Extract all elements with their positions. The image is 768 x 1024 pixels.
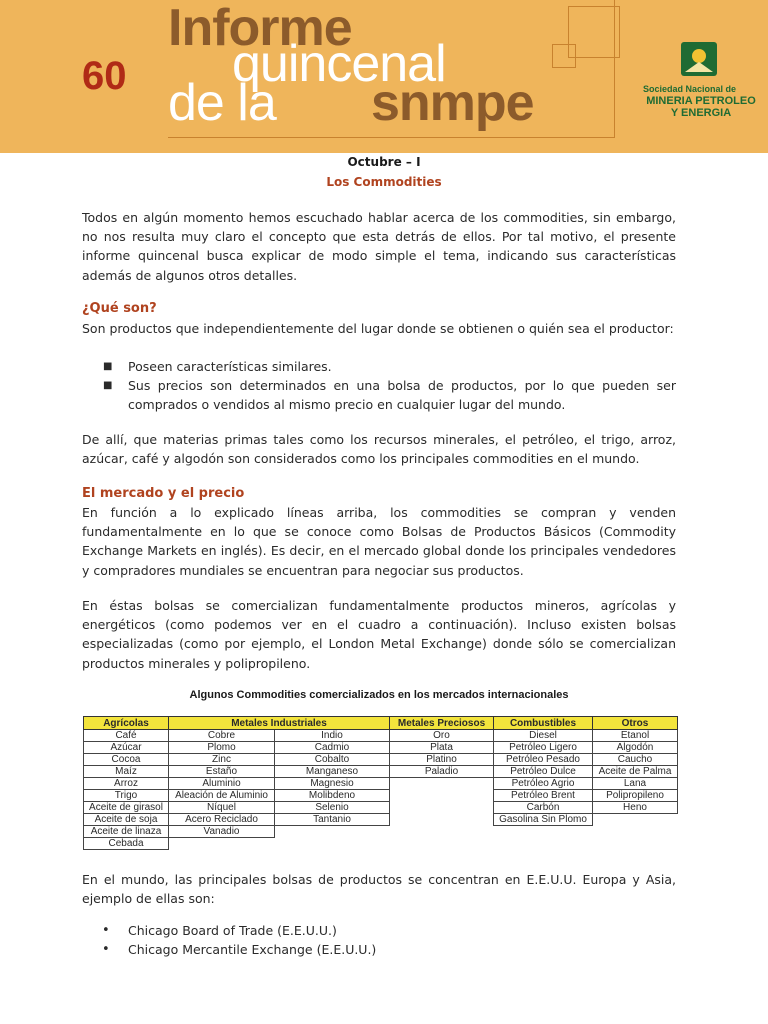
- issue-number: 60: [82, 54, 127, 98]
- list-item: • Chicago Board of Trade (E.E.U.U.): [82, 921, 676, 940]
- table-cell: Petróleo Agrio: [494, 778, 593, 790]
- title-snmpe: snmpe: [371, 74, 534, 132]
- section1-closing: De allí, que materias primas tales como los recursos minerales, el petróleo, el trigo, arroz, azúcar, café y algodón son considerados como los principales commodities en el mundo.: [82, 432, 676, 467]
- table-row: [84, 742, 678, 754]
- list-item: • Chicago Mercantile Exchange (E.E.U.U.): [82, 940, 676, 959]
- table-cell: Petróleo Dulce: [494, 766, 593, 778]
- table-cell: Café: [84, 730, 169, 742]
- empty-cell: [390, 778, 494, 790]
- snmpe-logo-icon: [681, 42, 717, 76]
- table-cell: Indio: [275, 730, 390, 742]
- table-cell: Paladio: [390, 766, 494, 778]
- list-item: ■ Poseen características similares.: [82, 357, 676, 376]
- empty-cell: [390, 838, 494, 850]
- empty-cell: [593, 838, 678, 850]
- section2-paragraph-2: En éstas bolsas se comercializan fundamentalmente productos mineros, agrícolas y energéticos (como podemos ver en el cuadro a continuación). Incluso existen bolsas especializadas (como por ejemplo, el London Metal Exchange) donde sólo se comercializan productos minerales y polipropileno.: [82, 598, 676, 671]
- table-row: [84, 766, 678, 778]
- table-cell: Aluminio: [169, 778, 275, 790]
- edition-label: Octubre – I: [347, 155, 421, 169]
- table-cell: Platino: [390, 754, 494, 766]
- table-row: [84, 790, 678, 802]
- section1-paragraph: Son productos que independientemente del lugar donde se obtienen o quién sea el productor:: [82, 321, 674, 336]
- table-cell: Aceite de linaza: [84, 826, 169, 838]
- section3-bullet-list: [82, 921, 676, 959]
- table-cell: Tantanio: [275, 814, 390, 826]
- table-cell: Cobre: [169, 730, 275, 742]
- table-cell: Cebada: [84, 838, 169, 850]
- empty-cell: [275, 826, 390, 838]
- org-name-small: Sociedad Nacional de: [643, 84, 737, 94]
- table-cell: Magnesio: [275, 778, 390, 790]
- decor-line-horizontal: [168, 137, 615, 138]
- column-header: Metales Industriales: [169, 717, 390, 730]
- table-cell: Petróleo Pesado: [494, 754, 593, 766]
- column-header: Agrícolas: [84, 717, 169, 730]
- table-header-row: [84, 717, 678, 730]
- org-name-line1: MINERIA PETROLEO: [646, 95, 756, 107]
- table-title: Algunos Commodities comercializados en los mercados internacionales: [189, 689, 569, 701]
- table-cell: Petróleo Brent: [494, 790, 593, 802]
- table-cell: Azúcar: [84, 742, 169, 754]
- table-cell: Cadmio: [275, 742, 390, 754]
- table-cell: Oro: [390, 730, 494, 742]
- empty-cell: [390, 790, 494, 802]
- header-banner: [0, 0, 768, 153]
- section3-paragraph: En el mundo, las principales bolsas de productos se concentran en E.E.U.U. Europa y Asia, ejemplo de ellas son:: [82, 872, 676, 907]
- table-cell: Petróleo Ligero: [494, 742, 593, 754]
- table-row: [84, 802, 678, 814]
- table-row: [84, 814, 678, 826]
- table-cell: Vanadio: [169, 826, 275, 838]
- empty-cell: [390, 826, 494, 838]
- table-cell: Estaño: [169, 766, 275, 778]
- section-title-que-son: ¿Qué son?: [82, 301, 157, 316]
- empty-cell: [390, 814, 494, 826]
- table-cell: Maíz: [84, 766, 169, 778]
- commodities-table: [83, 716, 678, 850]
- table-cell: Etanol: [593, 730, 678, 742]
- table-cell: Caucho: [593, 754, 678, 766]
- table-cell: Acero Reciclado: [169, 814, 275, 826]
- org-name-line2: Y ENERGIA: [670, 107, 732, 119]
- table-cell: Gasolina Sin Plomo: [494, 814, 593, 826]
- title-de-la: de la: [168, 74, 276, 132]
- org-name-main: [641, 95, 761, 119]
- table-row: [84, 838, 678, 850]
- empty-cell: [275, 838, 390, 850]
- table-cell: Lana: [593, 778, 678, 790]
- column-header: Otros: [593, 717, 678, 730]
- table-cell: Aleación de Aluminio: [169, 790, 275, 802]
- section-title-mercado: El mercado y el precio: [82, 486, 245, 501]
- table-cell: Carbón: [494, 802, 593, 814]
- table-cell: Aceite de soja: [84, 814, 169, 826]
- table-cell: Manganeso: [275, 766, 390, 778]
- table-cell: Plomo: [169, 742, 275, 754]
- table-cell: Plata: [390, 742, 494, 754]
- decor-square-small: [552, 44, 576, 68]
- disc-bullet-icon: •: [102, 942, 110, 958]
- table-cell: Cobalto: [275, 754, 390, 766]
- table-cell: Heno: [593, 802, 678, 814]
- list-item: ■ Sus precios son determinados en una bolsa de productos, por lo que pueden ser comprados o vendidos al mismo precio en cualquier lugar del mundo.: [103, 378, 676, 413]
- intro-paragraph: Todos en algún momento hemos escuchado hablar acerca de los commodities, sin embargo, no nos resulta muy claro el concepto que esta detrás de ellos. Por tal motivo, el presente informe quincenal busca explicar de modo simple el tema, indicando sus características además de algunos otros detalles.: [82, 210, 676, 283]
- table-cell: Selenio: [275, 802, 390, 814]
- section1-bullet-list: [82, 357, 676, 415]
- section2-paragraph-1: En función a lo explicado líneas arriba, los commodities se compran y venden fundamentalmente en lo que se conoce como Bolsas de Productos Básicos (Commodity Exchange Markets en inglés). Es decir, en el mercado global donde los principales vendedores y compradores mundiales se encuentran para negociar sus productos.: [82, 505, 676, 578]
- table-cell: Aceite de Palma: [593, 766, 678, 778]
- table-row: [84, 754, 678, 766]
- empty-cell: [593, 814, 678, 826]
- title-quincenal: quincenal: [232, 35, 446, 93]
- empty-cell: [494, 826, 593, 838]
- table-row: [84, 826, 678, 838]
- table-cell: Polipropileno: [593, 790, 678, 802]
- empty-cell: [390, 802, 494, 814]
- table-row: [84, 778, 678, 790]
- table-row: [84, 730, 678, 742]
- table-cell: Trigo: [84, 790, 169, 802]
- empty-cell: [494, 838, 593, 850]
- table-cell: Algodón: [593, 742, 678, 754]
- column-header: Metales Preciosos: [390, 717, 494, 730]
- empty-cell: [169, 838, 275, 850]
- page-title: Los Commodities: [326, 175, 442, 189]
- table-cell: Cocoa: [84, 754, 169, 766]
- table-cell: Zinc: [169, 754, 275, 766]
- table-cell: Molibdeno: [275, 790, 390, 802]
- square-bullet-icon: ■: [103, 380, 113, 392]
- table-cell: Diesel: [494, 730, 593, 742]
- square-bullet-icon: ■: [103, 361, 113, 372]
- table-cell: Aceite de girasol: [84, 802, 169, 814]
- empty-cell: [593, 826, 678, 838]
- decor-line-vertical: [614, 0, 615, 138]
- column-header: Combustibles: [494, 717, 593, 730]
- table-cell: Níquel: [169, 802, 275, 814]
- disc-bullet-icon: •: [102, 923, 110, 938]
- table-cell: Arroz: [84, 778, 169, 790]
- title-informe: Informe: [168, 0, 352, 57]
